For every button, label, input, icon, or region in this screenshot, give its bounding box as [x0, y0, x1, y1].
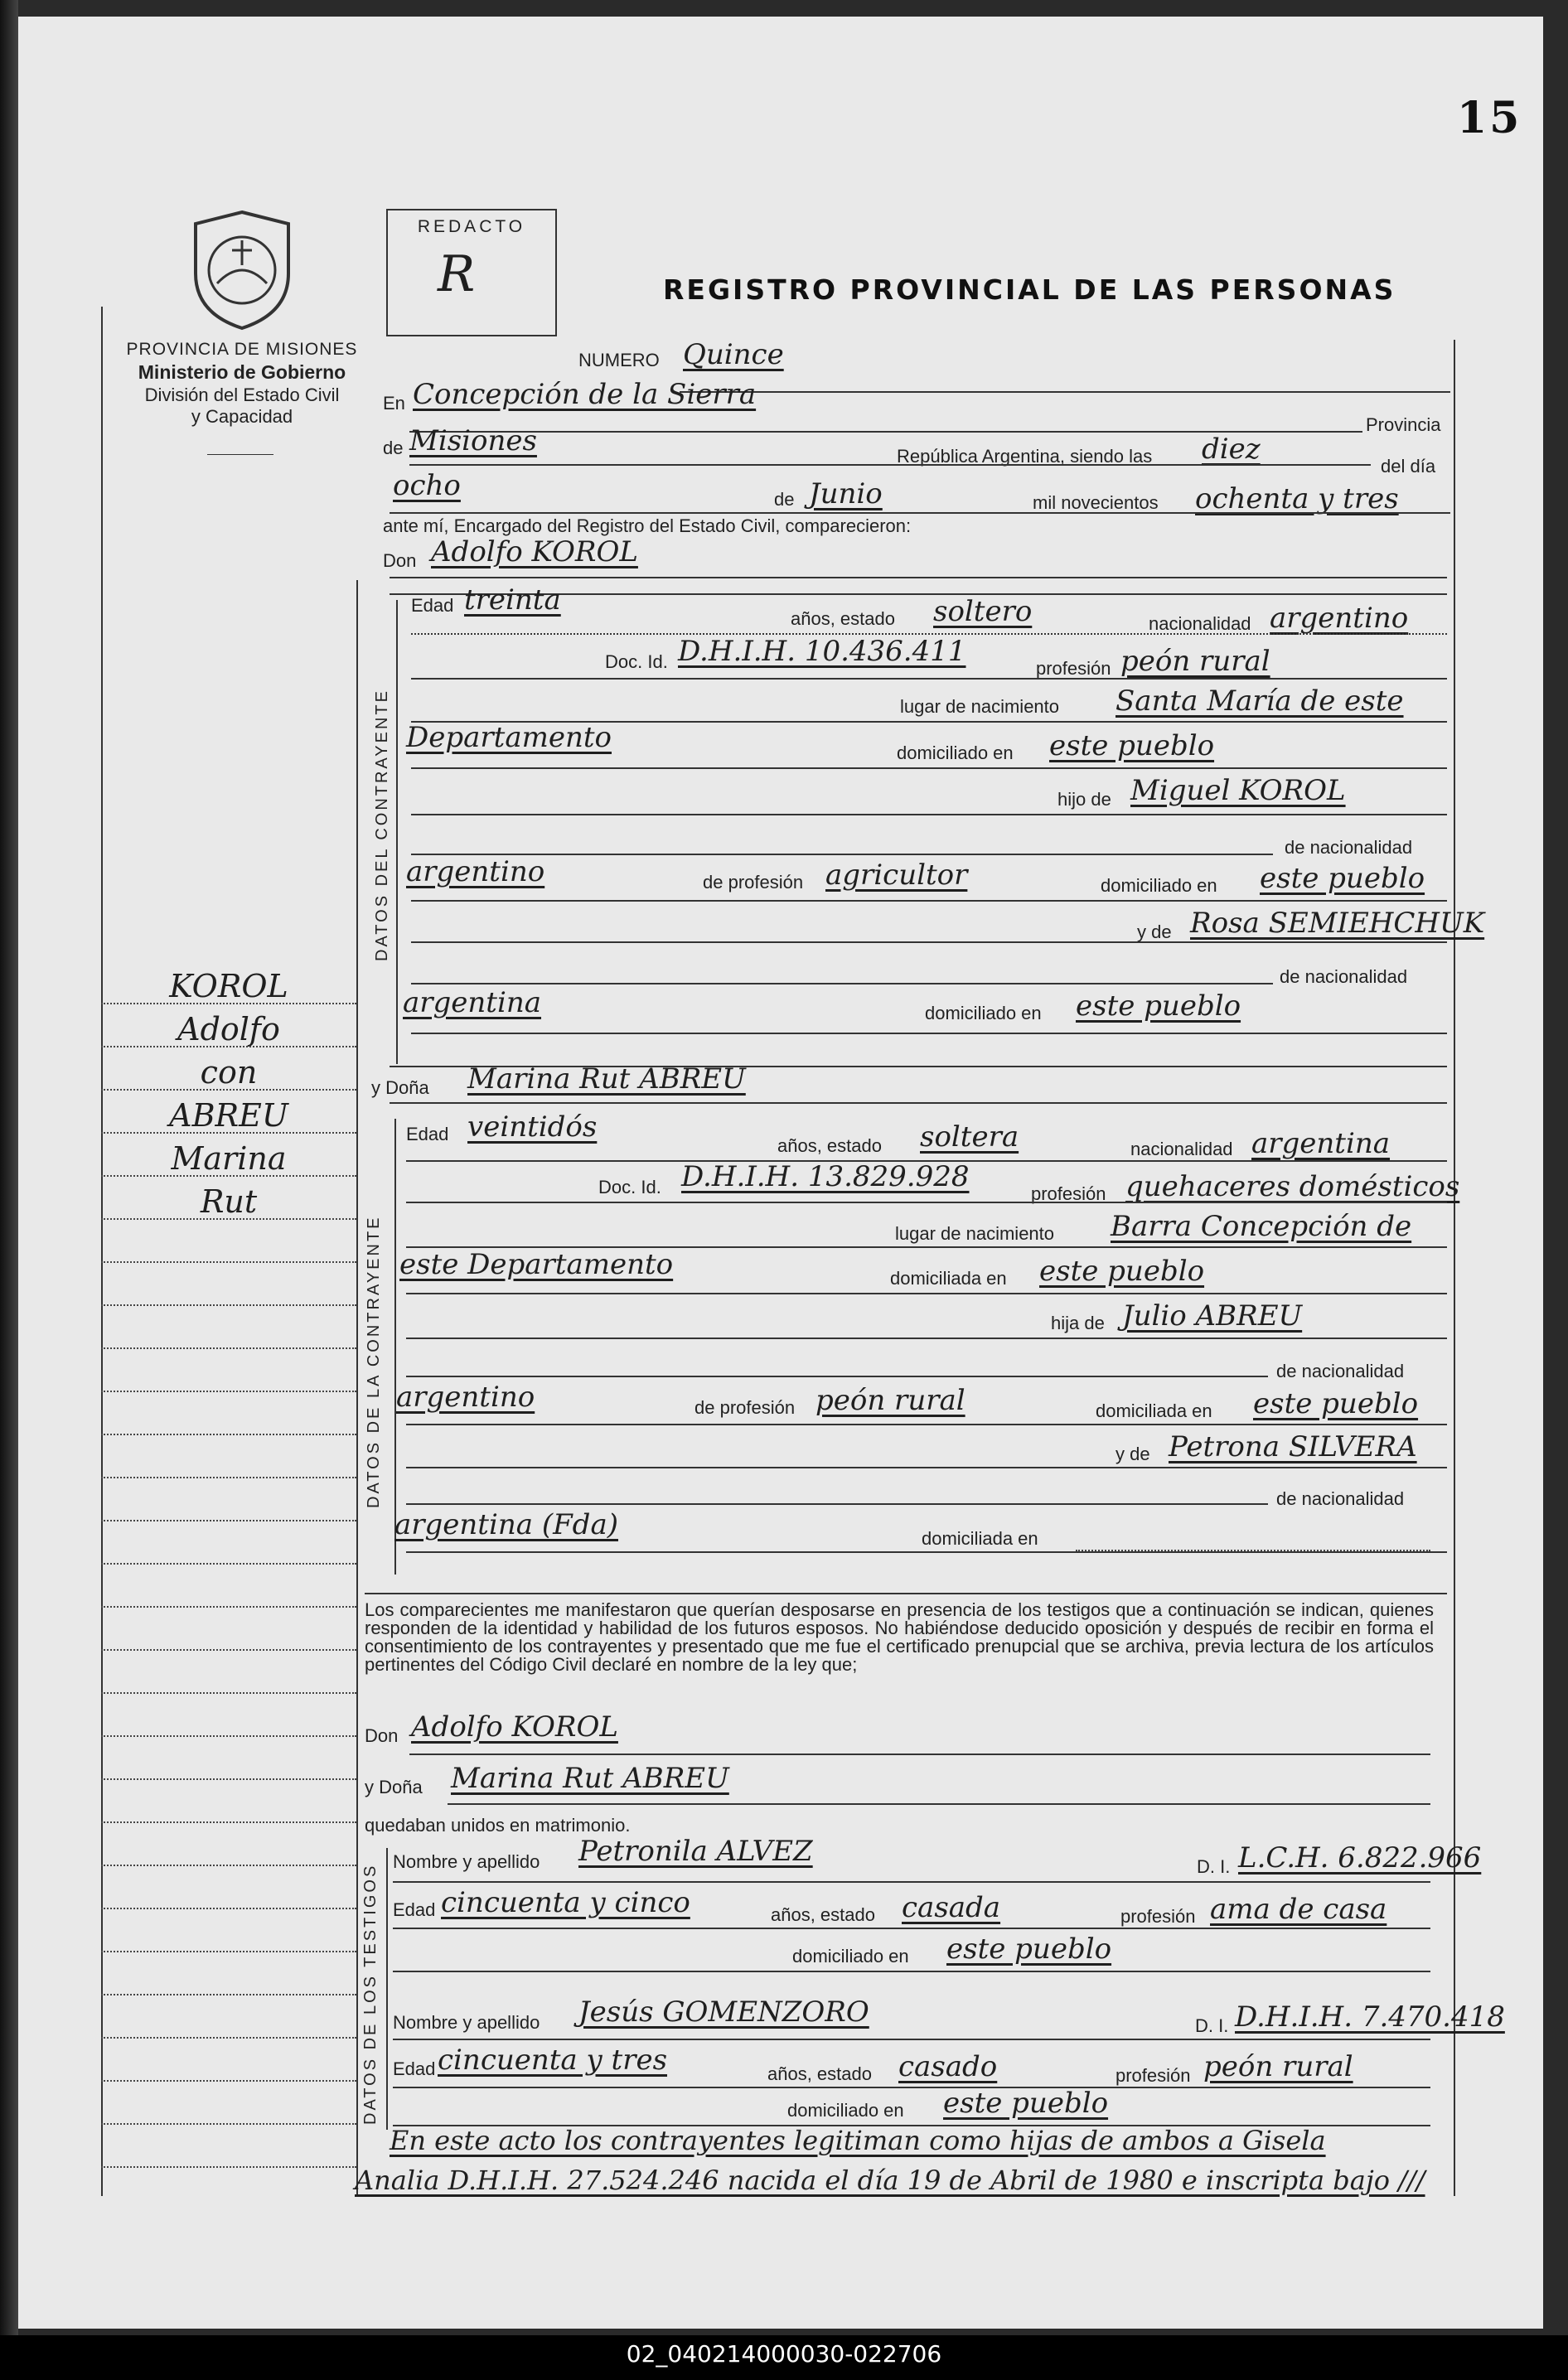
redacto-box — [386, 209, 557, 336]
rule — [411, 678, 1447, 680]
mil-label: mil novecientos — [1033, 492, 1159, 513]
declaration-text: Los comparecientes me manifestaron que querían desposarse en presencia de los testigos que a continuación se indican, quienes responden de la identidad y habilidad de los futuros esposos. No habiéndose deducido oposición y después de recibir en forma el consentimiento de los contrayentes y presentado que me fue el certificado prenupcial que se archiva, previa lectura de los artículos pertinentes del Código Civil declaré en nombre de la ley que; — [365, 1599, 1434, 1675]
doc-label: Doc. Id. — [598, 1177, 661, 1197]
margin-note: KOROL — [169, 968, 288, 1004]
bride-mother-nat: argentina (Fda) — [394, 1508, 618, 1541]
profesion-label: profesión — [1036, 658, 1111, 679]
bride-section-border — [394, 1119, 396, 1575]
groom-father: Miguel KOROL — [1130, 774, 1346, 807]
anos-estado-label: años, estado — [771, 1904, 875, 1925]
margin-rule — [101, 1821, 356, 1823]
rule — [448, 1803, 1430, 1805]
mother-domiciliada-label: domiciliada en — [922, 1528, 1038, 1549]
nacionalidad-label: nacionalidad — [1149, 613, 1251, 634]
witness-section-border — [386, 1848, 388, 2130]
groom-profession: peón rural — [1120, 645, 1270, 678]
bride-father-nat: argentino — [396, 1381, 535, 1414]
bride-birthplace-2: este Departamento — [399, 1248, 674, 1281]
bride-father-prof: peón rural — [815, 1384, 965, 1417]
margin-rule — [101, 1304, 356, 1306]
groom-nationality: argentino — [1270, 602, 1409, 635]
don-label: Don — [365, 1725, 399, 1746]
margin-rule — [101, 1261, 356, 1263]
margin-rule — [101, 1347, 356, 1349]
provincial-seal-icon — [184, 207, 300, 331]
bride-estado: soltera — [920, 1120, 1019, 1154]
groom-age: treinta — [464, 583, 561, 617]
domiciliada-label: domiciliada en — [890, 1268, 1007, 1289]
rule — [393, 1971, 1430, 1972]
rule — [390, 577, 1447, 578]
de-mes-label: de — [774, 489, 795, 510]
lugar-label: lugar de nacimiento — [895, 1223, 1055, 1244]
groom-birthplace-1: Santa María de este — [1116, 684, 1404, 718]
witness-2-di: D.H.I.H. 7.470.418 — [1235, 2000, 1505, 2034]
margin-note: ABREU — [169, 1097, 288, 1134]
bride-birthplace-1: Barra Concepción de — [1111, 1210, 1412, 1243]
rule — [365, 1593, 1447, 1594]
rule — [393, 1881, 1430, 1883]
doc-label: Doc. Id. — [605, 651, 668, 672]
rule — [680, 391, 1450, 393]
margin-rule — [101, 1994, 356, 1995]
province-label: PROVINCIA DE MISIONES — [126, 340, 358, 359]
book-spine-shadow — [0, 0, 18, 2380]
document-id: 02_040214000030-022706 — [626, 2340, 942, 2368]
rule — [393, 1928, 1430, 1929]
groom-father-prof: agricultor — [825, 859, 968, 892]
rule — [406, 1338, 1447, 1339]
de-profesion-label: de profesión — [694, 1397, 796, 1418]
witness-2-age: cincuenta y tres — [438, 2044, 668, 2077]
margin-rule — [101, 1649, 356, 1651]
y-de-label: y de — [1116, 1444, 1150, 1464]
rule — [409, 464, 1371, 466]
groom-mother-nat: argentina — [403, 986, 542, 1019]
margin-rule — [101, 1606, 356, 1608]
hija-label: hija de — [1051, 1313, 1105, 1333]
year-value: ochenta y tres — [1195, 482, 1399, 515]
groom-section-label: DATOS DEL CONTRAYENTE — [373, 689, 391, 961]
numero-value: Quince — [683, 338, 784, 371]
father-domiciliada-label: domiciliada en — [1096, 1400, 1212, 1421]
groom-doc: D.H.I.H. 10.436.411 — [678, 635, 966, 668]
division-label-2: y Capacidad — [191, 406, 293, 427]
left-panel-border-right — [356, 580, 358, 2196]
provincia-label: Provincia — [1366, 414, 1441, 435]
bride-name: Marina Rut ABREU — [467, 1062, 746, 1096]
groom-mother-domicile: este pueblo — [1076, 989, 1241, 1023]
margin-rule — [101, 1218, 356, 1220]
margin-rule — [101, 1434, 356, 1435]
margin-rule — [101, 1778, 356, 1780]
page-number: 15 — [1457, 93, 1522, 143]
rule — [406, 1467, 1447, 1468]
groom-birthplace-2: Departamento — [406, 721, 612, 754]
edad-label: Edad — [393, 1899, 436, 1920]
hijo-label: hijo de — [1057, 789, 1111, 810]
annotation-line-1: En este acto los contrayentes legitiman como hijas de ambos a Gisela — [390, 2125, 1326, 2156]
dona-label: y Doña — [365, 1777, 423, 1797]
rule — [406, 1293, 1447, 1294]
republica-label: República Argentina, siendo las — [897, 446, 1153, 467]
groom-domicile: este pueblo — [1049, 729, 1215, 762]
margin-rule — [101, 1908, 356, 1909]
divider — [207, 454, 273, 455]
page-title: REGISTRO PROVINCIAL DE LAS PERSONAS — [663, 273, 1396, 306]
witness-2-name: Jesús GOMENZORO — [578, 1995, 869, 2029]
domiciliado-label: domiciliado en — [792, 1946, 909, 1966]
division-label-1: División del Estado Civil — [144, 385, 340, 405]
nombre-label: Nombre y apellido — [393, 2012, 540, 2033]
rule — [411, 983, 1273, 984]
witness-1-name: Petronila ALVEZ — [578, 1835, 813, 1868]
en-label: En — [383, 393, 405, 414]
margin-note: con — [200, 1054, 258, 1091]
edad-label: Edad — [411, 595, 454, 616]
rule — [393, 2039, 1430, 2040]
margin-rule — [101, 2080, 356, 2082]
place-value: Concepción de la Sierra — [413, 378, 757, 411]
margin-rule — [101, 1003, 356, 1004]
margin-note: Rut — [200, 1183, 258, 1220]
rule — [409, 1754, 1430, 1755]
groom-name: Adolfo KOROL — [431, 535, 638, 568]
edad-label: Edad — [393, 2058, 436, 2079]
margin-note: Marina — [171, 1140, 287, 1177]
lugar-label: lugar de nacimiento — [900, 696, 1060, 717]
left-panel-border — [101, 307, 103, 2196]
groom-father-domicile: este pueblo — [1260, 862, 1425, 895]
redacto-initials: R — [438, 245, 476, 303]
groom-estado: soltero — [933, 595, 1033, 628]
margin-rule — [101, 1089, 356, 1091]
margin-rule — [101, 1391, 356, 1392]
mother-nac-label: de nacionalidad — [1280, 966, 1408, 987]
rule — [406, 1376, 1268, 1377]
witness-1-profession: ama de casa — [1210, 1893, 1387, 1926]
groom-section-border — [396, 600, 398, 1064]
rule — [411, 900, 1447, 902]
nacionalidad-label: nacionalidad — [1130, 1139, 1233, 1159]
anos-estado-label: años, estado — [791, 608, 895, 629]
bride-father-domicile: este pueblo — [1253, 1387, 1419, 1420]
witness-2-estado: casado — [898, 2050, 998, 2083]
father-domiciliado-label: domiciliado en — [1101, 875, 1217, 896]
profesion-label: profesión — [1031, 1183, 1106, 1204]
witness-1-domicile: este pueblo — [946, 1933, 1112, 1966]
de-profesion-label: de profesión — [703, 872, 804, 892]
groom-mother: Rosa SEMIEHCHUK — [1190, 907, 1485, 940]
margin-rule — [101, 1175, 356, 1177]
province-value: Misiones — [409, 424, 537, 457]
profesion-label: profesión — [1116, 2065, 1191, 2086]
ante-text: ante mí, Encargado del Registro del Estado Civil, comparecieron: — [383, 515, 912, 536]
margin-rule — [101, 2166, 356, 2168]
witness-1-di: L.C.H. 6.822.966 — [1238, 1841, 1482, 1874]
bride-mother: Petrona SILVERA — [1169, 1430, 1417, 1463]
rule — [390, 1102, 1447, 1104]
witness-1-estado: casada — [902, 1891, 1001, 1924]
declaration-groom: Adolfo KOROL — [411, 1710, 618, 1744]
witness-2-domicile: este pueblo — [943, 2087, 1109, 2120]
anos-estado-label: años, estado — [767, 2063, 872, 2084]
margin-rule — [101, 1865, 356, 1866]
month-value: Junio — [809, 477, 883, 510]
margin-rule — [101, 1951, 356, 1952]
margin-rule — [101, 1132, 356, 1134]
domiciliado-label: domiciliado en — [897, 743, 1014, 763]
nombre-label: Nombre y apellido — [393, 1851, 540, 1872]
rule — [411, 1033, 1447, 1034]
rule — [406, 1202, 1447, 1203]
groom-father-nat: argentino — [406, 855, 545, 888]
bride-age: veintidós — [467, 1110, 598, 1144]
margin-rule — [101, 1046, 356, 1047]
domiciliado-label: domiciliado en — [787, 2100, 904, 2121]
rule — [406, 1424, 1447, 1425]
bride-section-label: DATOS DE LA CONTRAYENTE — [365, 1215, 383, 1508]
witness-1-age: cincuenta y cinco — [441, 1886, 690, 1919]
del-dia-label: del día — [1381, 456, 1436, 476]
anos-estado-label: años, estado — [777, 1135, 882, 1156]
declaration-bride: Marina Rut ABREU — [451, 1762, 729, 1795]
margin-note: Adolfo — [177, 1011, 280, 1047]
don-label: Don — [383, 550, 417, 571]
annotation-line-2: Analia D.H.I.H. 27.524.246 nacida el día 19 de Abril de 1980 e inscripta bajo /// — [355, 2165, 1425, 2196]
witness-section-label: DATOS DE LOS TESTIGOS — [361, 1863, 380, 2125]
de-nacionalidad-label: de nacionalidad — [1276, 1361, 1405, 1381]
margin-rule — [101, 2123, 356, 2125]
margin-rule — [101, 1735, 356, 1737]
margin-rule — [101, 1520, 356, 1521]
closing-text: quedaban unidos en matrimonio. — [365, 1815, 631, 1836]
margin-rule — [101, 1692, 356, 1694]
witness-2-profession: peón rural — [1203, 2050, 1353, 2083]
dona-label: y Doña — [371, 1077, 429, 1098]
bride-nationality: argentina — [1251, 1127, 1391, 1160]
bride-domicile: este pueblo — [1039, 1255, 1205, 1288]
di-label: D. I. — [1197, 1856, 1231, 1877]
redacto-label: REDACTO — [417, 217, 526, 236]
form-border-right — [1454, 340, 1455, 2196]
ministry-label: Ministerio de Gobierno — [138, 361, 346, 383]
numero-label: NUMERO — [578, 350, 660, 370]
rule — [411, 814, 1447, 815]
mother-domiciliado-label: domiciliado en — [925, 1003, 1042, 1023]
rule — [406, 1503, 1268, 1505]
rule — [393, 2087, 1430, 2088]
margin-rule — [101, 2037, 356, 2039]
rule — [411, 767, 1447, 769]
de-nacionalidad-label: de nacionalidad — [1285, 837, 1413, 858]
rule — [411, 941, 1447, 943]
mother-nac-label: de nacionalidad — [1276, 1488, 1405, 1509]
y-de-label: y de — [1137, 922, 1172, 942]
edad-label: Edad — [406, 1124, 449, 1144]
rule — [406, 1551, 1447, 1553]
bride-doc: D.H.I.H. 13.829.928 — [681, 1160, 970, 1193]
margin-rule — [101, 1477, 356, 1478]
day-value: ocho — [393, 469, 461, 502]
bride-profession: quehaceres domésticos — [1125, 1170, 1460, 1203]
di-label: D. I. — [1195, 2015, 1229, 2036]
de-label: de — [383, 438, 404, 458]
bride-father: Julio ABREU — [1122, 1299, 1303, 1333]
margin-rule — [101, 1563, 356, 1565]
hour-value: diez — [1202, 433, 1261, 466]
profesion-label: profesión — [1120, 1906, 1196, 1927]
rule — [390, 512, 1450, 514]
